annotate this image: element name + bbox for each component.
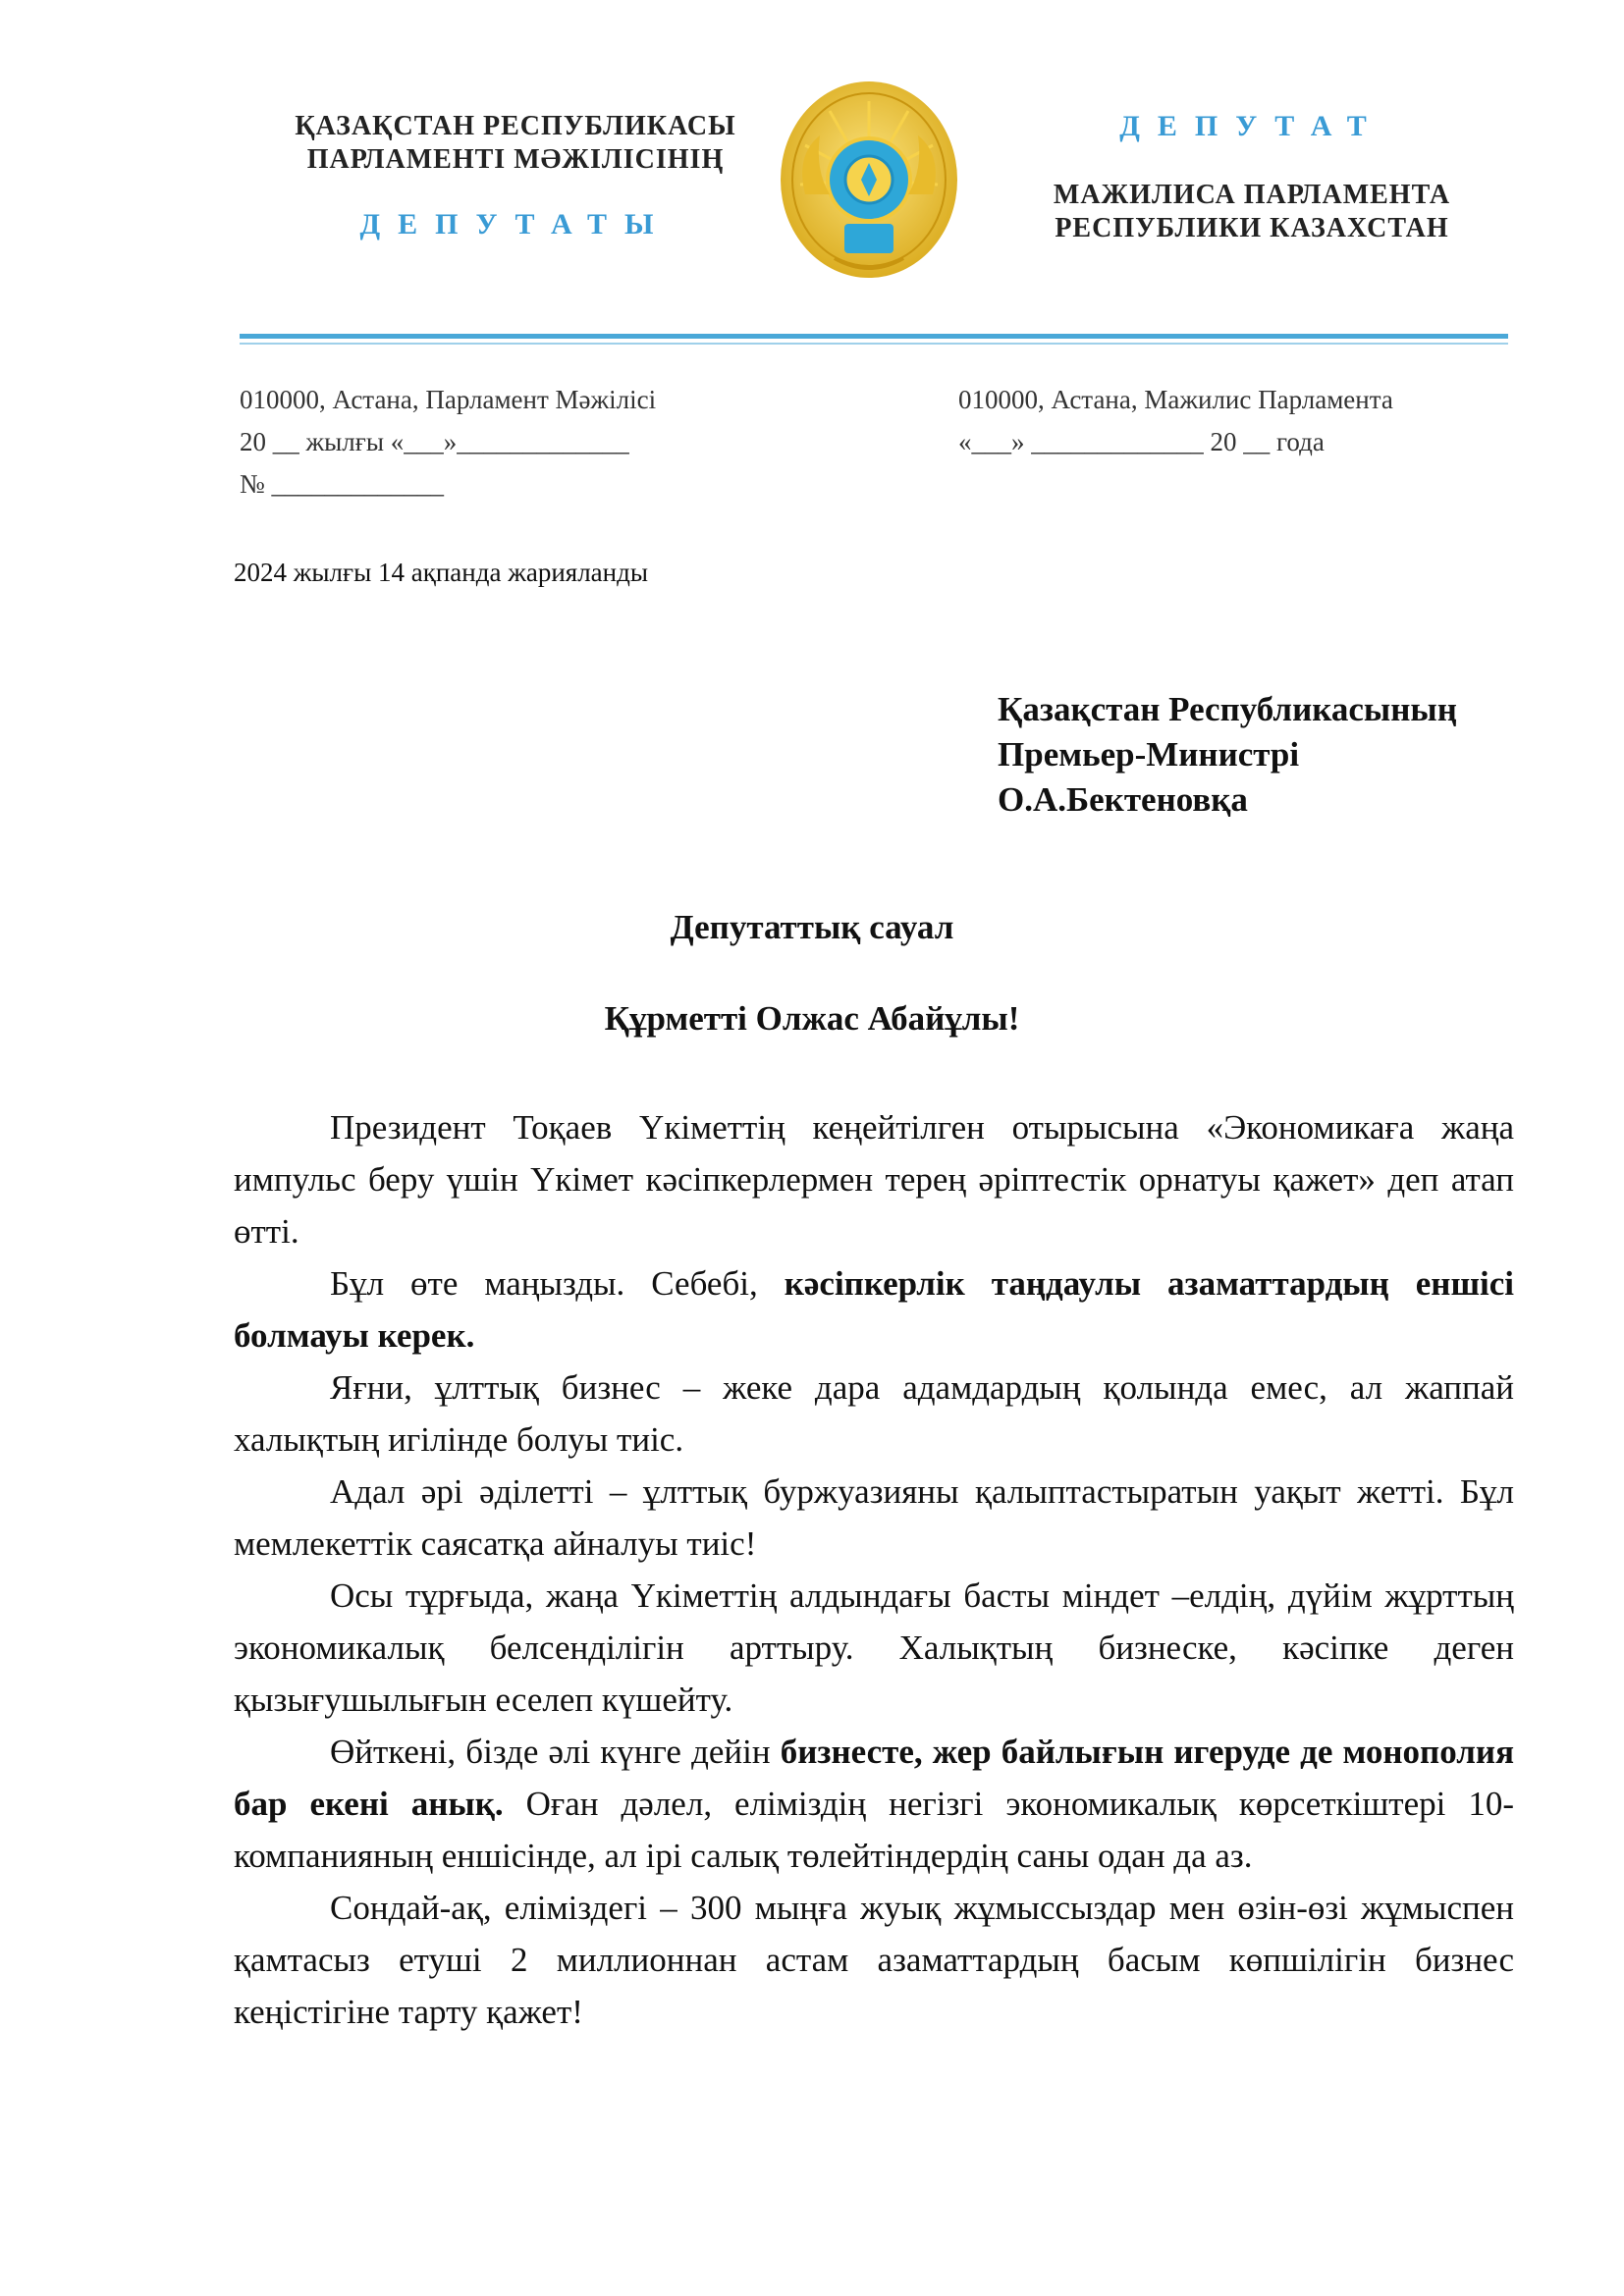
paragraph-6-emphasis: бизнесте, жер байлығын игеруде де монополия бар екені анық. — [234, 1733, 1514, 1823]
deputy-label-ru: ДЕПУТАТ — [1119, 110, 1384, 142]
recipient-line2: Премьер-Министрі — [998, 735, 1300, 774]
state-emblem-icon — [776, 77, 962, 283]
letter-body — [234, 1101, 1514, 2038]
address-kz-line1: 010000, Астана, Парламент Мәжілісі — [240, 385, 657, 414]
paragraph-1-text: Президент Тоқаев Үкіметтің кеңейтілген отырысына «Экономикаға жаңа импульс беру үшін Үкімет кәсіпкерлермен терең әріптестік орнатуы қажет» деп атап өтті. — [234, 1108, 1514, 1251]
paragraph-1 — [234, 1101, 1514, 1257]
recipient-block — [998, 687, 1457, 823]
paragraph-5 — [234, 1570, 1514, 1726]
paragraph-7-text: Сондай-ақ, еліміздегі – 300 мыңға жуық жұмыссыздар мен өзін-өзі жұмыспен қамтасыз етуші 2 миллионнан астам азаматтардың басым көпшілігін бизнес кеңістігіне тарту қажет! — [234, 1889, 1514, 2031]
org-name-ru-line2: РЕСПУБЛИКИ КАЗАХСТАН — [1055, 213, 1449, 243]
document-title: Депутаттық сауал — [670, 908, 954, 946]
publication-date: 2024 жылғы 14 ақпанда жарияланды — [234, 558, 648, 587]
paragraph-3 — [234, 1362, 1514, 1466]
address-ru-line1: 010000, Астана, Мажилис Парламента — [958, 385, 1393, 414]
recipient-line1: Қазақстан Республикасының — [998, 690, 1457, 728]
deputy-label-kz: ДЕПУТАТЫ — [359, 208, 672, 240]
address-kazakh — [240, 379, 656, 506]
header-divider-thin — [240, 343, 1508, 345]
address-kz-line3: № _____________ — [240, 469, 445, 499]
letterhead — [0, 0, 1624, 510]
paragraph-6 — [234, 1726, 1514, 1882]
paragraph-6-text: Өйткені, бізде әлі күнге дейін — [330, 1733, 781, 1771]
paragraph-2 — [234, 1257, 1514, 1362]
letterhead-kazakh — [255, 110, 776, 241]
paragraph-2-text: Бұл өте маңызды. Себебі, — [330, 1264, 785, 1303]
org-name-kz-line2: ПАРЛАМЕНТІ МӘЖІЛІСІНІҢ — [306, 144, 725, 175]
letterhead-russian — [1021, 110, 1483, 245]
paragraph-4 — [234, 1466, 1514, 1570]
paragraph-3-text: Яғни, ұлттық бизнес – жеке дара адамдардың қолында емес, ал жаппай халықтың игілінде болуы тиіс. — [234, 1368, 1514, 1459]
paragraph-4-text: Адал әрі әділетті – ұлттық буржуазияны қалыптастыратын уақыт жетті. Бұл мемлекеттік саясатқа айналуы тиіс! — [234, 1472, 1514, 1563]
paragraph-6-text-cont: Оған дәлел, еліміздің негізгі экономикалық көрсеткіштері 10-компанияның еншісінде, ал ірі салық төлейтіндердің саны одан да аз. — [234, 1785, 1515, 1875]
paragraph-2-emphasis: кәсіпкерлік таңдаулы азаматтардың еншісі болмауы керек. — [234, 1264, 1514, 1355]
paragraph-7 — [234, 1882, 1514, 2038]
address-russian — [958, 379, 1393, 463]
org-name-kz-line1: ҚАЗАҚСТАН РЕСПУБЛИКАСЫ — [295, 111, 736, 141]
paragraph-5-text: Осы тұрғыда, жаңа Үкіметтің алдындағы басты міндет –елдің, дүйім жұрттың экономикалық белсенділігін арттыру. Халықтың бизнеске, кәсіпке деген қызығушылығын еселеп күшейту. — [234, 1576, 1514, 1719]
header-divider — [240, 334, 1508, 339]
address-kz-line2: 20 __ жылғы «___»_____________ — [240, 427, 629, 456]
recipient-line3: О.А.Бектеновқа — [998, 780, 1248, 819]
salutation: Құрметті Олжас Абайұлы! — [604, 999, 1020, 1038]
address-ru-line2: «___» _____________ 20 __ года — [958, 427, 1325, 456]
org-name-ru-line1: МАЖИЛИСА ПАРЛАМЕНТА — [1053, 180, 1451, 210]
